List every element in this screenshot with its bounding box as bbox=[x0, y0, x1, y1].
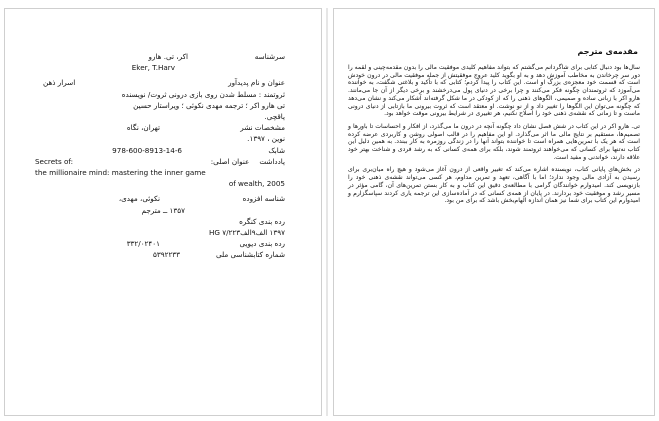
cataloging-record bbox=[35, 51, 285, 261]
preface-title: مقدمه‌ی مترجم bbox=[577, 47, 638, 56]
congress-label: رده بندی کنگره bbox=[239, 216, 285, 226]
publication-label: مشخصات نشر bbox=[240, 123, 285, 133]
note-label: یادداشت bbox=[259, 156, 285, 166]
dewey-label: رده بندی دیویی bbox=[239, 239, 285, 249]
publication-value: تهران، نگاه bbox=[126, 123, 160, 133]
page-gutter bbox=[326, 8, 328, 416]
note-latin-line-2: of wealth, 2005 bbox=[228, 179, 285, 189]
publication-year: نوین ، ۱۳۹۷. bbox=[247, 134, 285, 144]
title-label: عنوان و نام پدیدآور bbox=[228, 78, 285, 88]
congress-value: ۱۳۹۷ الف۹الف۷/۲۲۳ HG bbox=[208, 228, 285, 238]
author-row bbox=[35, 51, 285, 62]
note-latin-line-1: the millionaire mind: mastering the inner game bbox=[35, 168, 206, 178]
preface-paragraph-1: سال‌ها بود دنبال کتابی برای شاگردانم می‌گشتم که بتواند مفاهیم کلیدی موفقیت مالی را بدون مقدمه‌چینی و لقمه را دور سر چرخاندن به مخاطب آموزش دهد و به او بگوید کلید عروج موفقیتش از جمله موفقیت مالی در درون خودش است که قسمت خود معجزه‌ی بزرگ او است. این کتاب را پیدا کردم؛ کتابی که با تأکید و بلاغتی شگفت، به خواننده می‌آموزد که ثروتمندان چگونه فکر می‌کنند و چرا برخی در دنیای پول می‌درخشند و برخی دیگر از آن جا می‌مانند. هارو اکر با زبانی ساده و صمیمی، الگوهای ذهنی را که از کودکی در ما شکل گرفته‌اند آشکار می‌کند و نشان می‌دهد که چگونه می‌توان این الگوها را تغییر داد و از نو نوشت. او معتقد است که ثروت بیرونی ما بازتابی از دنیای درونی ماست و تا زمانی که نقشه‌ی ذهنی خود را اصلاح نکنیم، هر تغییری در شرایط بیرونی موقت خواهد بود. bbox=[348, 64, 640, 118]
title-continuation-2: تی هارو اکر ؛ ترجمه مهدی نکوئی ؛ ویراستار حسین bbox=[133, 100, 285, 110]
isbn-value: 978-600-8913-14-6 bbox=[112, 145, 182, 155]
additional-entry-label: شناسه افزوده bbox=[242, 194, 285, 204]
preface-page bbox=[333, 8, 655, 416]
additional-entry-value-2: ۱۳۵۷ ــ مترجم bbox=[141, 205, 185, 215]
publication-row bbox=[35, 122, 285, 133]
additional-entry-value: نکوئی، مهدی، bbox=[118, 194, 160, 204]
additional-entry-row bbox=[35, 193, 285, 204]
author-label: سرشناسه bbox=[254, 52, 285, 61]
preface-paragraph-2: تی. هارو اکر در این کتاب در شش فصل نشان داد چگونه آنچه در درون ما می‌گذرد، از افکار و احساسات تا باورها و تصمیم‌ها، مستقیم بر نتایج مالی ما اثر می‌گذارد. او این مفاهیم را در قالب اصولی روشن و کاربردی عرضه کرده است که هر یک با تمرین‌هایی همراه است تا خواننده بتواند آنها را در زندگی روزمره به کار ببندد. به همین دلیل این کتاب نه‌تنها برای کسانی که می‌خواهند ثروتمند شوند، بلکه برای همه‌ی کسانی که به رشد فردی و شناخت بهتر خود علاقه دارند، خواندنی و مفید است. bbox=[348, 122, 640, 161]
national-bibliography-row bbox=[35, 249, 285, 260]
title-value: اسرار ذهن bbox=[43, 78, 76, 88]
title-row bbox=[35, 77, 285, 88]
note-value: عنوان اصلی: bbox=[210, 156, 250, 166]
isbn-label: شابک bbox=[268, 145, 285, 155]
national-bibliography-value: ۵۳۹۲۲۳۳ bbox=[153, 250, 181, 260]
preface-body bbox=[348, 64, 640, 210]
national-bibliography-label: شماره کتابشناسی ملی bbox=[216, 250, 285, 260]
dewey-value: ۳۳۲/۰۲۴۰۱ bbox=[126, 239, 160, 249]
author-value: اکر، تی. هارو bbox=[148, 52, 188, 61]
preface-paragraph-3: در بخش‌های پایانی کتاب، نویسنده اشاره می‌کند که تغییر واقعی از درون آغاز می‌شود و هیچ راه میان‌بری برای رسیدن به آزادی مالی وجود ندارد؛ اما با آگاهی، تعهد و تمرین مداوم، هر کسی می‌تواند نقشه‌ی ذهنی خود را بازنویسی کند. امیدوارم خوانندگان گرامی با مطالعه‌ی دقیق این کتاب و به کار بستن تمرین‌های آن، گامی مؤثر در مسیر رشد و موفقیت خود بردارند. در پایان از همه‌ی کسانی که در آماده‌سازی این ترجمه یاری کردند سپاسگزارم و امیدوارم این کتاب برای شما نیز همان اندازه الهام‌بخش باشد که برای من بود. bbox=[348, 166, 640, 205]
dewey-row bbox=[35, 238, 285, 249]
title-continuation: ثروتمند : مسلط شدن روی بازی درونی ثروت/ نویسنده bbox=[121, 89, 285, 99]
note-row bbox=[35, 156, 285, 167]
note-secrets: Secrets of: bbox=[35, 156, 74, 166]
congress-row bbox=[35, 216, 285, 227]
title-continuation-3: یاقچی. bbox=[264, 112, 285, 122]
catalog-page bbox=[4, 8, 322, 416]
author-latin: Eker, T.Harv bbox=[131, 63, 175, 73]
isbn-row bbox=[35, 145, 285, 156]
